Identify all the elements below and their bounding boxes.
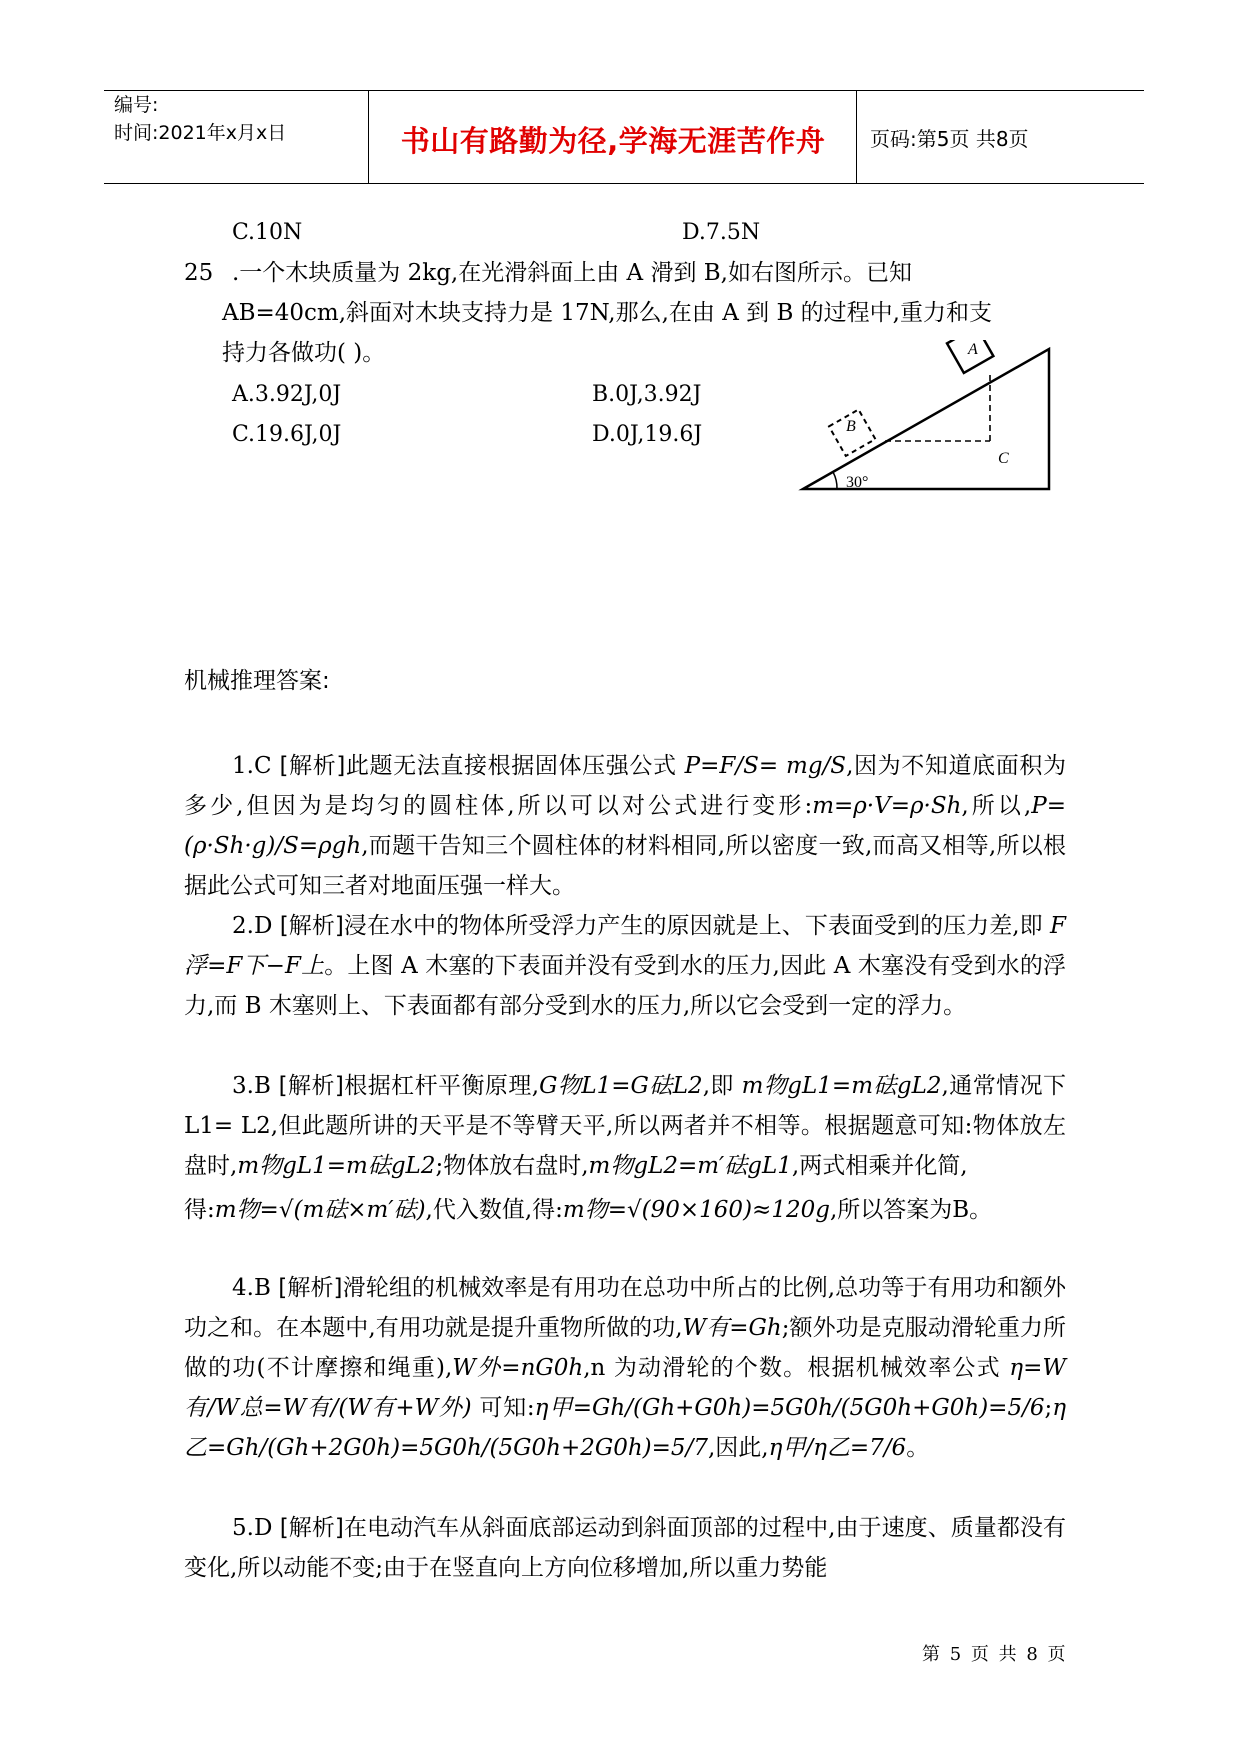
answer-3-text-1: 根据杠杆平衡原理, — [343, 1073, 540, 1099]
q24-option-c: C.10N — [232, 220, 303, 245]
header-meta — [114, 91, 376, 183]
answer-5-tag: [解析] — [279, 1515, 344, 1541]
page-footer: 第 5 页 共 8 页 — [922, 1644, 1068, 1665]
answer-2-text-1: 浸在水中的物体所受浮力产生的原因就是上、下表面受到的压力差,即 — [343, 913, 1051, 939]
answer-3-text-7: ,代入数值,得: — [425, 1197, 563, 1223]
answer-3-text-5: ,两式相乘并化简, — [791, 1153, 968, 1179]
answer-1-formula-3: P=(ρ·Sh·g)/S=ρgh — [184, 793, 1066, 859]
q25-option-a: A.3.92J,0J — [232, 382, 342, 407]
angle-label: 30° — [846, 474, 869, 491]
answer-1-num: 1.C — [232, 753, 272, 779]
answer-3-formula-3: m物gL1=m砝gL2 — [237, 1153, 436, 1179]
q25-number: 25 — [184, 260, 214, 286]
answer-3-num: 3.B — [232, 1073, 271, 1099]
answer-3-formula-6: m物=√(90×160)≈120g — [562, 1197, 830, 1223]
answer-3-text-6: 得: — [184, 1197, 215, 1223]
answer-4-text-3: ,n 为动滑轮的个数。根据机械效率公式 — [583, 1355, 1010, 1381]
answer-4-text-2: ;额外功是克服动滑轮重力所做的功(不计摩擦和绳重), — [184, 1315, 1067, 1381]
header-divider-right — [856, 91, 857, 183]
answer-1-text-2: ,因为不知道底面积为多少,但因为是均匀的圆柱体,所以可以对公式进行变形: — [184, 753, 1067, 819]
answer-1-text-4: ,而题干告知三个圆柱体的材料相同,所以密度一致,而高又相等,所以根据此公式可知三者对地面压强一样大。 — [184, 833, 1066, 899]
angle-arc — [833, 472, 837, 489]
answer-3-formula-5: m物=√(m砝×m′砝) — [214, 1197, 426, 1223]
answer-1-tag: [解析] — [279, 753, 346, 779]
answer-4-text-5: ; — [1044, 1395, 1053, 1421]
answer-1-formula-2: m=ρ·V=ρ·Sh — [812, 793, 962, 819]
answer-2-formula-1: F浮=F下−F上 — [184, 913, 1066, 979]
answer-4-formula-2: W外=nG0h — [452, 1355, 584, 1381]
answer-4-text-7: 。 — [906, 1435, 930, 1461]
answer-3-text-4: ;物体放右盘时, — [435, 1153, 589, 1179]
answer-4-text-1: 滑轮组的机械效率是有用功在总功中所占的比例,总功等于有用功和额外功之和。在本题中,有用功就是提升重物所做的功, — [184, 1275, 1067, 1341]
label-a: A — [968, 341, 978, 358]
answer-4-formula-4: η甲=Gh/(Gh+G0h)=5G0h/(5G0h+G0h)=5/6 — [534, 1395, 1045, 1421]
answer-2 — [184, 906, 1066, 1026]
answer-3-tag: [解析] — [278, 1073, 344, 1099]
label-b: B — [846, 418, 856, 435]
answer-3 — [184, 1066, 1066, 1230]
header-page-info: 页码:第5页 共8页 — [870, 127, 1029, 151]
answer-3-formula-4: m物gL2=m′砝gL1 — [588, 1153, 792, 1179]
label-c: C — [998, 450, 1009, 467]
q25-option-b: B.0J,3.92J — [592, 382, 702, 407]
answer-2-tag: [解析] — [279, 913, 344, 939]
answer-3-text-2: ,即 — [702, 1073, 742, 1099]
q24-option-d: D.7.5N — [682, 220, 761, 245]
page-header — [104, 90, 1144, 184]
answer-3-formula-1: G物L1=G砝L2 — [539, 1073, 703, 1099]
time-label: 时间:2021年x月x日 — [114, 122, 287, 144]
answer-4-text-4: 可知: — [471, 1395, 535, 1421]
answer-4-text-6: ,因此, — [707, 1435, 769, 1461]
number-label: 编号: — [114, 94, 159, 116]
q25-line3: 持力各做功( )。 — [222, 340, 386, 366]
answer-4-formula-3: η=W有/W总=W有/(W有+W外) — [184, 1355, 1066, 1421]
answer-4-formula-5: η乙=Gh/(Gh+2G0h)=5G0h/(5G0h+2G0h)=5/7 — [184, 1395, 1066, 1461]
incline-figure — [790, 340, 1060, 500]
answer-4-num: 4.B — [232, 1275, 271, 1301]
answer-3-text-3: ,通常情况下 L1= L2,但此题所讲的天平是不等臂天平,所以两者并不相等。根据题意可知:物体放左盘时, — [184, 1073, 1067, 1179]
answer-4-formula-1: W有=Gh — [682, 1315, 782, 1341]
answer-2-text-2: 。上图 A 木塞的下表面并没有受到水的压力,因此 A 木塞没有受到水的浮力,而 B 木塞则上、下表面都有部分受到水的压力,所以它会受到一定的浮力。 — [184, 953, 1066, 1019]
answer-5 — [184, 1508, 1066, 1588]
q25-line2: AB=40cm,斜面对木块支持力是 17N,那么,在由 A 到 B 的过程中,重力和支 — [222, 300, 992, 326]
answer-3-text-8: ,所以答案为B。 — [829, 1197, 993, 1223]
answer-1-formula-1: P=F/S= mg/S — [684, 753, 847, 779]
answer-4 — [184, 1268, 1066, 1468]
answer-5-num: 5.D — [232, 1515, 273, 1541]
q25-line1: .一个木块质量为 2kg,在光滑斜面上由 A 滑到 B,如右图所示。已知 — [232, 260, 912, 286]
answer-1-text-1: 此题无法直接根据固体压强公式 — [345, 753, 685, 779]
answer-3-formula-2: m物gL1=m砝gL2 — [741, 1073, 942, 1099]
header-divider-left — [368, 91, 369, 183]
q25-option-c: C.19.6J,0J — [232, 422, 342, 447]
answer-1 — [184, 746, 1066, 906]
q25-option-d: D.0J,19.6J — [592, 422, 703, 447]
answer-4-tag: [解析] — [278, 1275, 343, 1301]
header-motto: 书山有路勤为径,学海无涯苦作舟 — [400, 124, 826, 158]
answer-2-num: 2.D — [232, 913, 273, 939]
answer-1-text-3: ,所以, — [961, 793, 1032, 819]
answer-4-formula-6: η甲/η乙=7/6 — [768, 1435, 907, 1461]
answers-heading: 机械推理答案: — [184, 668, 330, 694]
incline-triangle — [803, 349, 1049, 489]
answer-5-text-1: 在电动汽车从斜面底部运动到斜面顶部的过程中,由于速度、质量都没有变化,所以动能不变;由于在竖直向上方向位移增加,所以重力势能 — [184, 1515, 1067, 1581]
